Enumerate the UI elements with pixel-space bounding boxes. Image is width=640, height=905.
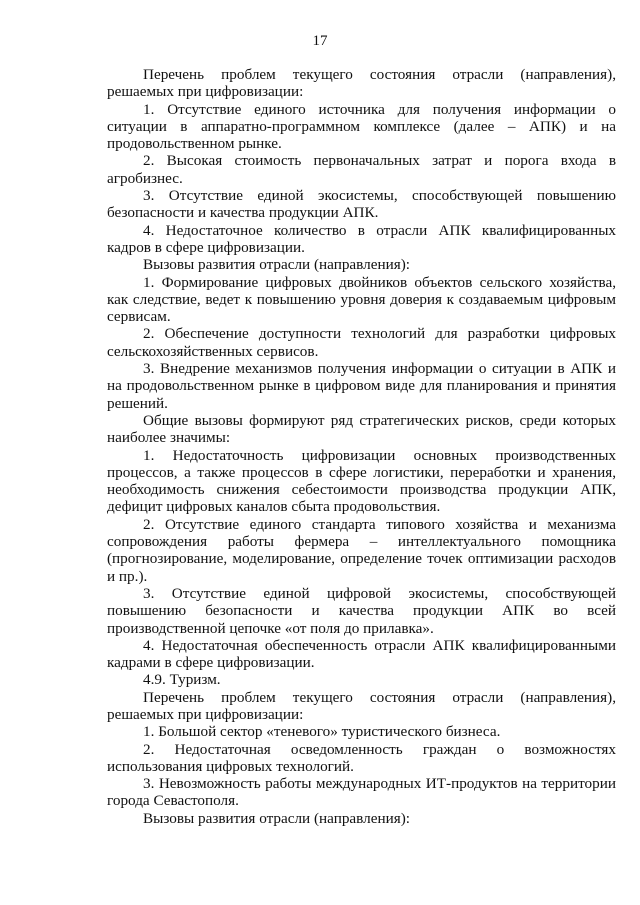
paragraph: Перечень проблем текущего состояния отрасли (направления), решаемых при цифровизации: <box>107 688 616 723</box>
paragraph: 3. Отсутствие единой экосистемы, способствующей повышению безопасности и качества продукции АПК. <box>107 187 616 222</box>
paragraph: 1. Недостаточность цифровизации основных производственных процессов, а также процессов в сфере логистики, переработки и хранения, необходимость снижения себестоимости производства продукции АПК, дефицит цифровых каналов сбыта продовольствия. <box>107 446 616 516</box>
paragraph: 2. Высокая стоимость первоначальных затрат и порога входа в агробизнес. <box>107 152 616 187</box>
paragraph: 2. Отсутствие единого стандарта типового хозяйства и механизма сопровождения работы фермера – интеллектуального помощника (прогнозирование, моделирование, определение точек оптимизации расходов и пр.). <box>107 515 616 585</box>
paragraph: 2. Недостаточная осведомленность граждан о возможностях использования цифровых технологий. <box>107 740 616 775</box>
paragraph: 4. Недостаточная обеспеченность отрасли АПК квалифицированными кадрами в сфере цифровизации. <box>107 636 616 672</box>
paragraph: Общие вызовы формируют ряд стратегических рисков, среди которых наиболее значимы: <box>107 411 616 447</box>
paragraph: 3. Внедрение механизмов получения информации о ситуации в АПК и на продовольственном рынке в цифровом виде для планирования и принятия решений. <box>107 360 616 412</box>
paragraph: 1. Большой сектор «теневого» туристического бизнеса. <box>143 723 501 741</box>
paragraph: 1. Формирование цифровых двойников объектов сельского хозяйства, как следствие, ведет к повышению уровня доверия к создаваемым цифровым сервисам. <box>107 273 616 326</box>
paragraph: Вызовы развития отрасли (направления): <box>143 809 410 827</box>
document-body <box>107 66 616 827</box>
paragraph: 4. Недостаточное количество в отрасли АПК квалифицированных кадров в сфере цифровизации. <box>107 221 616 256</box>
paragraph: Вызовы развития отрасли (направления): <box>143 256 410 274</box>
section-heading: 4.9. Туризм. <box>143 671 221 689</box>
page-number: 17 <box>312 33 328 49</box>
paragraph: 3. Невозможность работы международных ИТ-продуктов на территории города Севастополя. <box>107 775 616 810</box>
paragraph: 1. Отсутствие единого источника для получения информации о ситуации в аппаратно-программном комплексе (далее – АПК) и на продовольственном рынке. <box>107 100 616 153</box>
paragraph: Перечень проблем текущего состояния отрасли (направления), решаемых при цифровизации: <box>107 66 616 101</box>
paragraph: 3. Отсутствие единой цифровой экосистемы, способствующей повышению безопасности и качества продукции АПК во всей производственной цепочке «от поля до прилавка». <box>107 584 616 637</box>
paragraph: 2. Обеспечение доступности технологий для разработки цифровых сельскохозяйственных сервисов. <box>107 325 616 360</box>
